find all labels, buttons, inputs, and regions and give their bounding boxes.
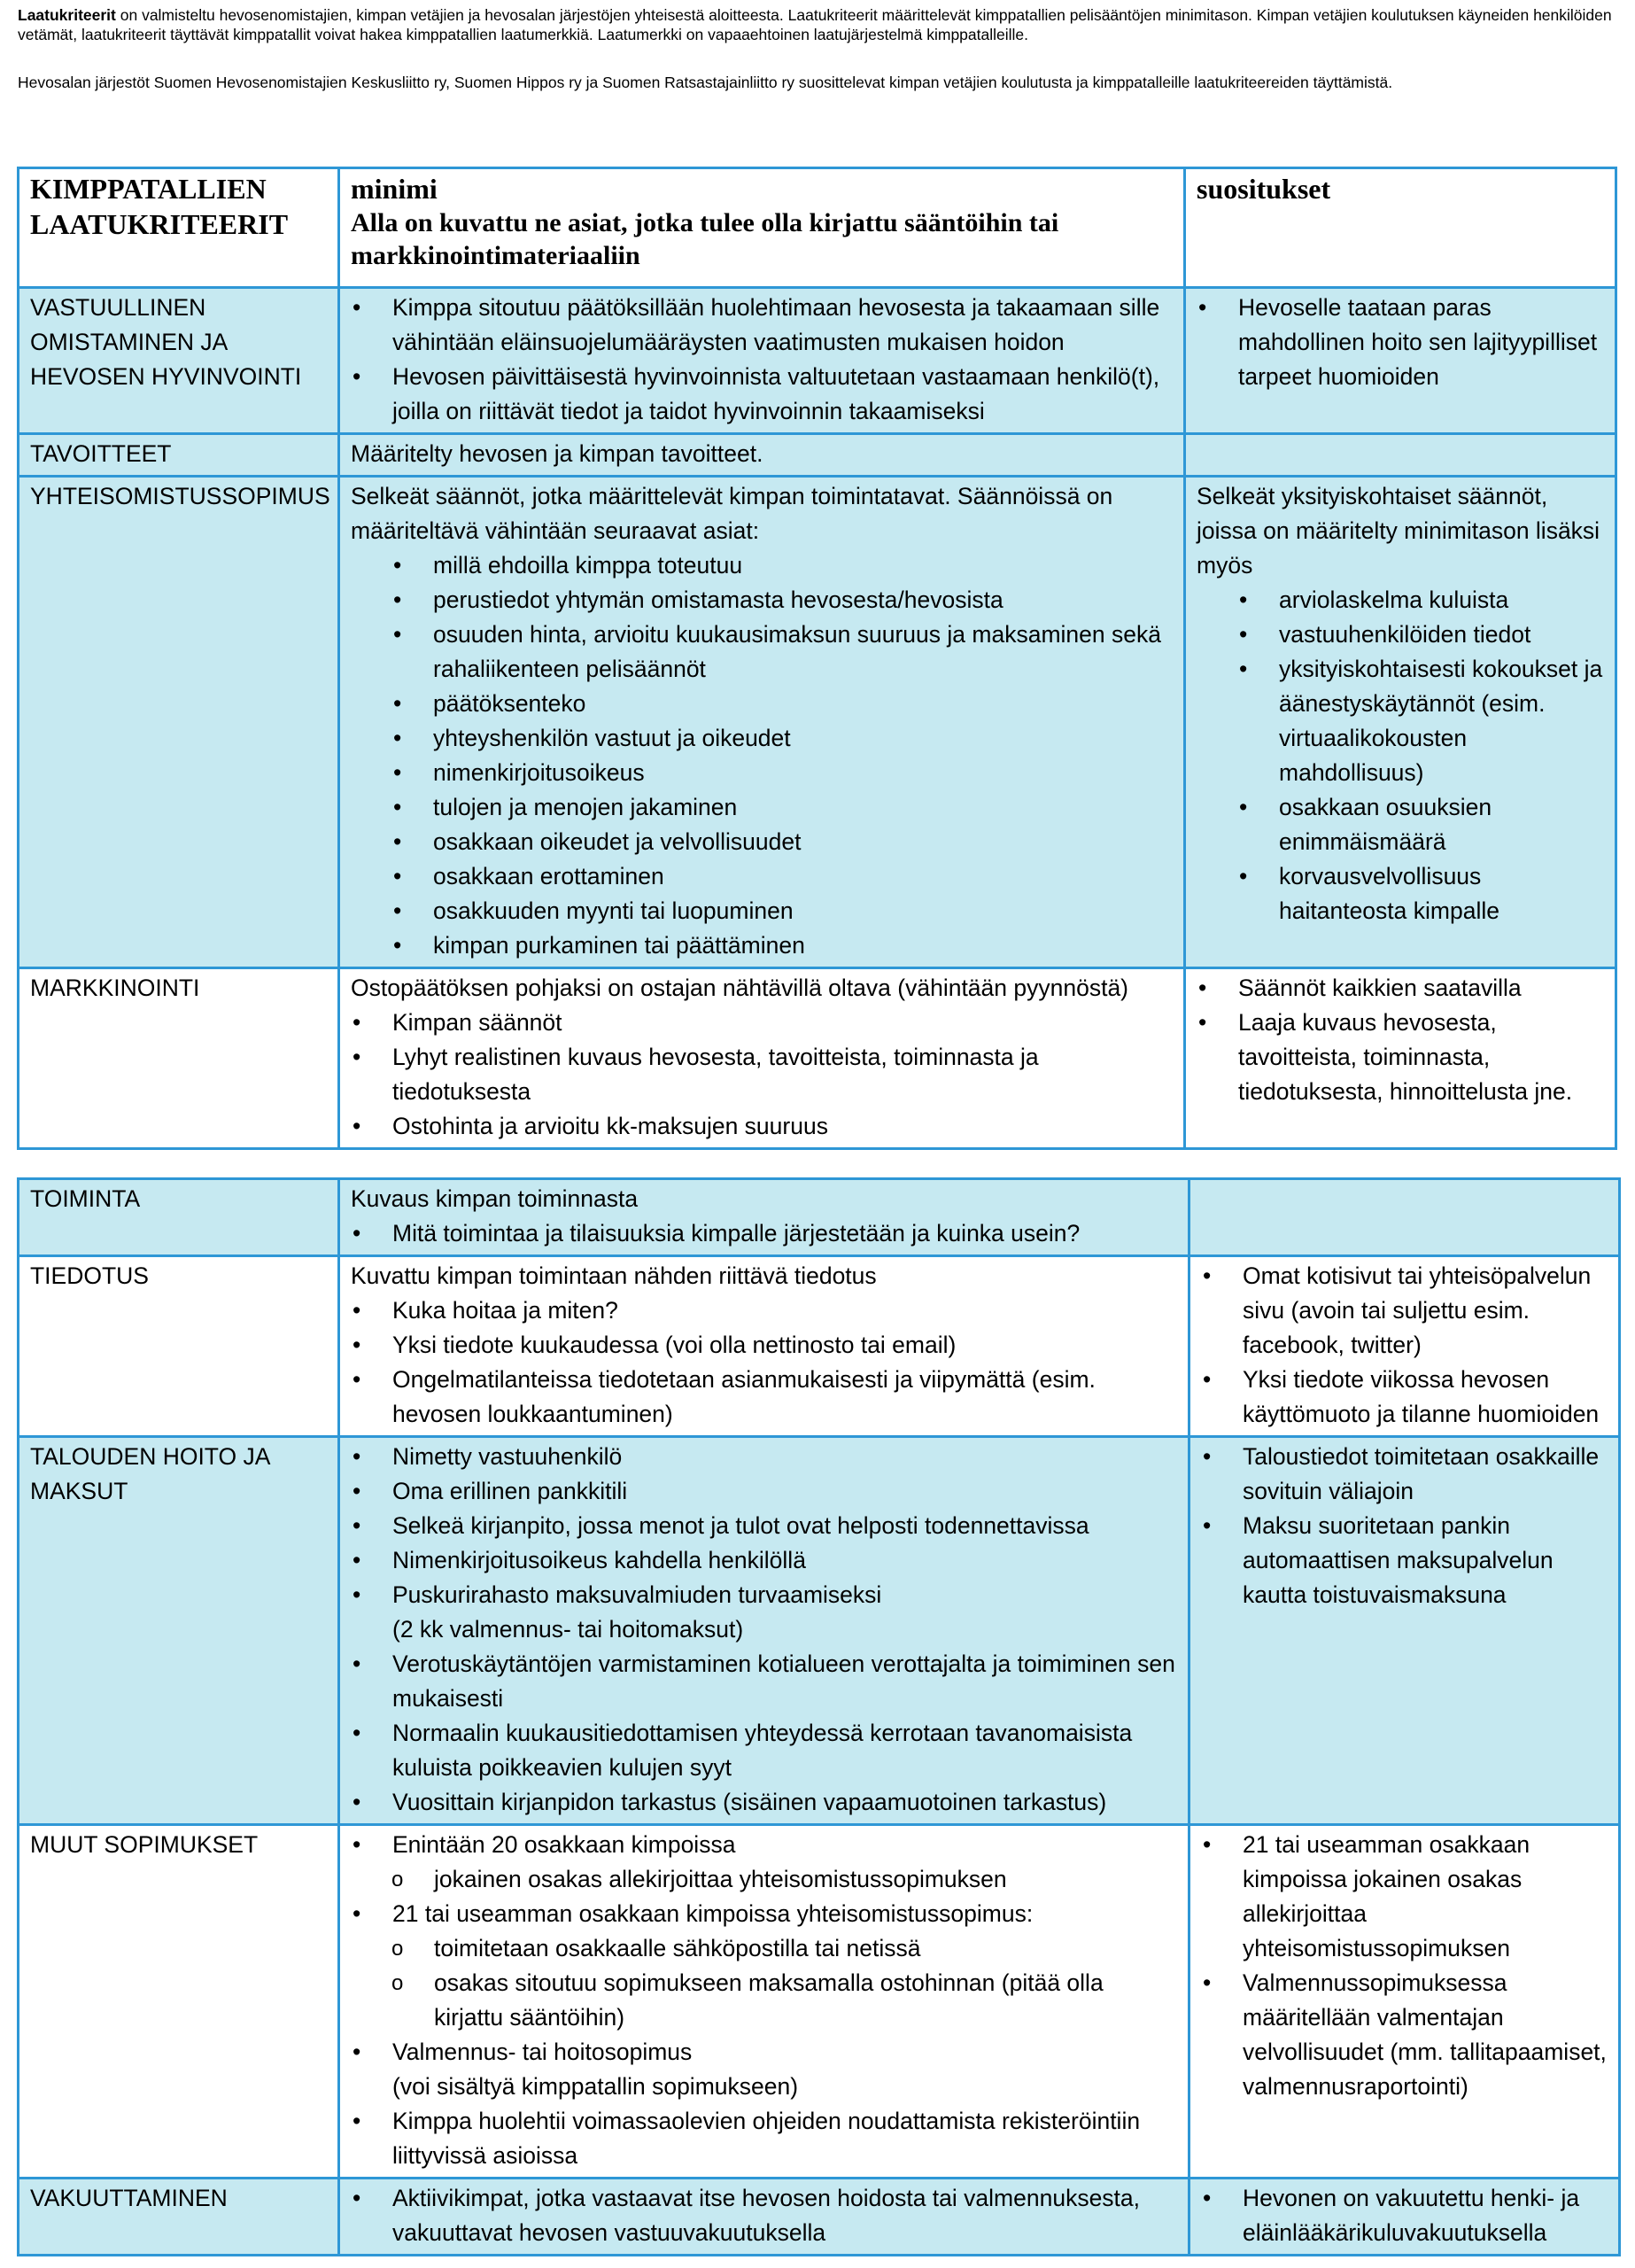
intro-paragraph-2: Hevosalan järjestöt Suomen Hevosenomistajien Keskusliitto ry, Suomen Hippos ry ja Suomen Ratsastajainliitto ry suosittelevat kimpan vetäjien koulutusta ja kimppatalleille laatukriteereiden täyttämistä.: [18, 74, 1393, 91]
list-item-line: • Valmennus- tai hoitosopimus: [392, 2039, 693, 2065]
list-item: • osuuden hinta, arvioitu kuukausimaksun suuruus ja maksaminen sekä rahaliikenteen pelisäännöt: [351, 617, 1173, 687]
row-label: TOIMINTA: [19, 1179, 339, 1256]
recommendation-cell: [1185, 288, 1616, 434]
list-item: • Ostohinta ja arvioitu kk-maksujen suuruus: [351, 1109, 1173, 1144]
list-item-line: (voi sisältyä kimppatallin sopimukseen): [392, 2073, 799, 2100]
list-item: • Yksi tiedote kuukaudessa (voi olla nettinosto tai email): [351, 1328, 1177, 1363]
header-minimum-subtitle: Alla on kuvattu ne asiat, jotka tulee olla kirjattu sääntöihin tai markkinointimateriaaliin: [351, 208, 1059, 270]
list-item: • vastuuhenkilöiden tiedot: [1197, 617, 1604, 652]
recommendation-list: [1201, 1828, 1608, 2104]
list-item: • tulojen ja menojen jakaminen: [351, 790, 1173, 825]
minimum-intro: Selkeät säännöt, jotka määrittelevät kimpan toimintatavat. Säännöissä on määriteltävä vähintään seuraavat asiat:: [351, 483, 1113, 544]
row-label: TALOUDEN HOITO JA MAKSUT: [19, 1437, 339, 1825]
list-item: • Vuosittain kirjanpidon tarkastus (sisäinen vapaamuotoinen tarkastus): [351, 1785, 1177, 1820]
list-item: • Nimetty vastuuhenkilö: [351, 1440, 1177, 1474]
row-label: VASTUULLINEN OMISTAMINEN JA HEVOSEN HYVINVOINTI: [19, 288, 339, 434]
minimum-cell: [339, 968, 1185, 1149]
row-talouden-hoito: [19, 1437, 1620, 1825]
row-vastuullinen: [19, 288, 1616, 434]
list-item: • Kimpan säännöt: [351, 1006, 1173, 1040]
recommendation-list: [1197, 291, 1604, 394]
minimum-cell: Määritelty hevosen ja kimpan tavoitteet.: [339, 434, 1185, 477]
intro-paragraph-1: [18, 5, 1621, 44]
intro-text: [18, 5, 1621, 92]
list-item: • Normaalin kuukausitiedottamisen yhteydessä kerrotaan tavanomaisista kuluista poikkeavien kulujen syyt: [351, 1716, 1177, 1785]
minimum-list: [351, 1828, 1177, 2173]
list-item: • Oma erillinen pankkitili: [351, 1474, 1177, 1509]
row-label: TAVOITTEET: [19, 434, 339, 477]
list-item: • Nimenkirjoitusoikeus kahdella henkilöllä: [351, 1543, 1177, 1578]
minimum-list: [351, 548, 1173, 963]
minimum-cell: [339, 1825, 1189, 2179]
sub-list-item: o jokainen osakas allekirjoittaa yhteisomistussopimuksen: [351, 1862, 1177, 1897]
sub-list-item: o osakas sitoutuu sopimukseen maksamalla ostohinnan (pitää olla kirjattu sääntöihin): [351, 1966, 1177, 2035]
list-item: • Kimppa huolehtii voimassaolevien ohjeiden noudattamista rekisteröintiin liittyvissä asioissa: [351, 2104, 1177, 2173]
list-item: • Verotuskäytäntöjen varmistaminen kotialueen verottajalta ja toimiminen sen mukaisesti: [351, 1647, 1177, 1716]
minimum-list: [351, 1216, 1177, 1251]
recommendation-cell: [1189, 1825, 1620, 2179]
minimum-intro: Ostopäätöksen pohjaksi on ostajan nähtävillä oltava (vähintään pyynnöstä): [351, 975, 1129, 1001]
intro-bold-term: Laatukriteerit: [18, 6, 116, 24]
header-row: [19, 168, 1616, 288]
row-label: MARKKINOINTI: [19, 968, 339, 1149]
row-label: TIEDOTUS: [19, 1256, 339, 1437]
row-markkinointi: [19, 968, 1616, 1149]
list-item: • Laaja kuvaus hevosesta, tavoitteista, toiminnasta, tiedotuksesta, hinnoittelusta jne.: [1197, 1006, 1604, 1109]
recommendation-cell: [1185, 968, 1616, 1149]
recommendation-intro: Selkeät yksityiskohtaiset säännöt, joissa on määritelty minimitason lisäksi myös: [1197, 483, 1600, 579]
minimum-cell: [339, 477, 1185, 968]
list-item: • Kuka hoitaa ja miten?: [351, 1293, 1177, 1328]
list-item: • kimpan purkaminen tai päättäminen: [351, 928, 1173, 963]
list-item: • 21 tai useamman osakkaan kimpoissa jokainen osakas allekirjoittaa yhteisomistussopimuksen: [1201, 1828, 1608, 1966]
recommendation-list: [1201, 1440, 1608, 1612]
list-item: • Mitä toimintaa ja tilaisuuksia kimpalle järjestetään ja kuinka usein?: [351, 1216, 1177, 1251]
list-item: • yhteyshenkilön vastuut ja oikeudet: [351, 721, 1173, 756]
list-item: [351, 1828, 1177, 1897]
minimum-cell: [339, 1179, 1189, 1256]
minimum-list: [351, 1440, 1177, 1820]
minimum-list: [351, 291, 1173, 429]
recommendation-list: [1201, 2181, 1608, 2250]
minimum-list: [351, 1293, 1177, 1432]
criteria-table-part-2: [17, 1177, 1621, 2256]
minimum-cell: [339, 1256, 1189, 1437]
list-item: • osakkaan oikeudet ja velvollisuudet: [351, 825, 1173, 859]
list-item-text: • Enintään 20 osakkaan kimpoissa: [392, 1831, 736, 1858]
recommendation-list: [1197, 583, 1604, 928]
list-item-line: • Puskurirahasto maksuvalmiuden turvaamiseksi: [392, 1581, 882, 1608]
row-tavoitteet: [19, 434, 1616, 477]
list-item: • Aktiivikimpat, jotka vastaavat itse hevosen hoidosta tai valmennuksesta, vakuuttavat hevosen vastuuvakuutuksella: [351, 2181, 1177, 2250]
list-item: • Maksu suoritetaan pankin automaattisen maksupalvelun kautta toistuvaismaksuna: [1201, 1509, 1608, 1612]
list-item: • Hevosen päivittäisestä hyvinvoinnista valtuutetaan vastaamaan henkilö(t), joilla on riittävät tiedot ja taidot hyvinvoinnin takaamiseksi: [351, 360, 1173, 429]
header-recommendations-label: suositukset: [1197, 173, 1331, 205]
list-item: • Lyhyt realistinen kuvaus hevosesta, tavoitteista, toiminnasta ja tiedotuksesta: [351, 1040, 1173, 1109]
header-criteria-label: KIMPPATALLIEN LAATUKRITEERIT: [30, 173, 289, 240]
list-item: [351, 1578, 1177, 1647]
recommendation-cell: [1189, 1437, 1620, 1825]
sub-list-item: o toimitetaan osakkaalle sähköpostilla tai netissä: [351, 1931, 1177, 1966]
list-item: • Hevonen on vakuutettu henki- ja eläinlääkärikuluvakuutuksella: [1201, 2181, 1608, 2250]
row-toiminta: [19, 1179, 1620, 1256]
recommendation-list: [1201, 1259, 1608, 1432]
list-item: • millä ehdoilla kimppa toteutuu: [351, 548, 1173, 583]
list-item: • Säännöt kaikkien saatavilla: [1197, 971, 1604, 1006]
row-yhteisomistussopimus: [19, 477, 1616, 968]
list-item: • perustiedot yhtymän omistamasta hevosesta/hevosista: [351, 583, 1173, 617]
row-tiedotus: [19, 1256, 1620, 1437]
recommendation-cell: [1189, 1256, 1620, 1437]
header-recommendations: [1185, 168, 1616, 288]
list-item: • Hevoselle taataan paras mahdollinen hoito sen lajityypilliset tarpeet huomioiden: [1197, 291, 1604, 394]
list-item: • Selkeä kirjanpito, jossa menot ja tulot ovat helposti todennettavissa: [351, 1509, 1177, 1543]
list-item: • Valmennussopimuksessa määritellään valmentajan velvollisuudet (mm. tallitapaamiset, valmennusraportointi): [1201, 1966, 1608, 2104]
minimum-intro: Kuvaus kimpan toiminnasta: [351, 1185, 639, 1212]
recommendation-list: [1197, 971, 1604, 1109]
sub-list: [351, 1862, 1177, 1897]
row-label: VAKUUTTAMINEN: [19, 2179, 339, 2256]
row-vakuuttaminen: [19, 2179, 1620, 2256]
list-item: • yksityiskohtaisesti kokoukset ja äänestyskäytännöt (esim. virtuaalikokousten mahdollisuus): [1197, 652, 1604, 790]
criteria-table-part-1: [17, 167, 1617, 1150]
list-item: • nimenkirjoitusoikeus: [351, 756, 1173, 790]
list-item: • Kimppa sitoutuu päätöksillään huolehtimaan hevosesta ja takaamaan sille vähintään eläinsuojelumääräysten vaatimusten mukaisen hoidon: [351, 291, 1173, 360]
list-item-text: • 21 tai useamman osakkaan kimpoissa yhteisomistussopimus:: [392, 1900, 1034, 1927]
list-item: • osakkaan osuuksien enimmäismäärä: [1197, 790, 1604, 859]
header-minimum-title: minimi: [351, 173, 438, 205]
list-item: • korvausvelvollisuus haitanteosta kimpalle: [1197, 859, 1604, 928]
intro-paragraph-1-text: on valmisteltu hevosenomistajien, kimpan vetäjien ja hevosalan järjestöjen yhteisestä aloitteesta. Laatukriteerit määrittelevät kimppatallien pelisääntöjen minimitason. Kimpan vetäjien koulutuksen käyneiden henkilöiden vetämät, laatukriteerit täyttävät kimppatallit voivat hakea kimppatallien laatumerkkiä. Laatumerkki on vapaaehtoinen laatujärjestelmä kimppatalleille.: [18, 6, 1612, 43]
recommendation-cell: [1189, 2179, 1620, 2256]
row-muut-sopimukset: [19, 1825, 1620, 2179]
minimum-intro: Kuvattu kimpan toimintaan nähden riittävä tiedotus: [351, 1262, 877, 1289]
row-label: MUUT SOPIMUKSET: [19, 1825, 339, 2179]
list-item: • Ongelmatilanteissa tiedotetaan asianmukaisesti ja viipymättä (esim. hevosen loukkaantuminen): [351, 1363, 1177, 1432]
header-criteria: [19, 168, 339, 288]
recommendation-cell: [1189, 1179, 1620, 1256]
list-item: • päätöksenteko: [351, 687, 1173, 721]
list-item: • Taloustiedot toimitetaan osakkaille sovituin väliajoin: [1201, 1440, 1608, 1509]
list-item: • osakkuuden myynti tai luopuminen: [351, 894, 1173, 928]
list-item: • Omat kotisivut tai yhteisöpalvelun sivu (avoin tai suljettu esim. facebook, twitter): [1201, 1259, 1608, 1363]
minimum-cell: [339, 2179, 1189, 2256]
row-label: YHTEISOMISTUSSOPIMUS: [19, 477, 339, 968]
recommendation-cell: [1185, 477, 1616, 968]
list-item: [351, 2035, 1177, 2104]
list-item: [351, 1897, 1177, 2035]
recommendation-cell: [1185, 434, 1616, 477]
list-item-line: (2 kk valmennus- tai hoitomaksut): [392, 1616, 744, 1643]
minimum-list: [351, 2181, 1177, 2250]
sub-list: [351, 1931, 1177, 2035]
list-item: • arviolaskelma kuluista: [1197, 583, 1604, 617]
list-item: • osakkaan erottaminen: [351, 859, 1173, 894]
minimum-cell: [339, 1437, 1189, 1825]
minimum-list: [351, 1006, 1173, 1144]
list-item: • Yksi tiedote viikossa hevosen käyttömuoto ja tilanne huomioiden: [1201, 1363, 1608, 1432]
minimum-cell: [339, 288, 1185, 434]
header-minimum: [339, 168, 1185, 288]
